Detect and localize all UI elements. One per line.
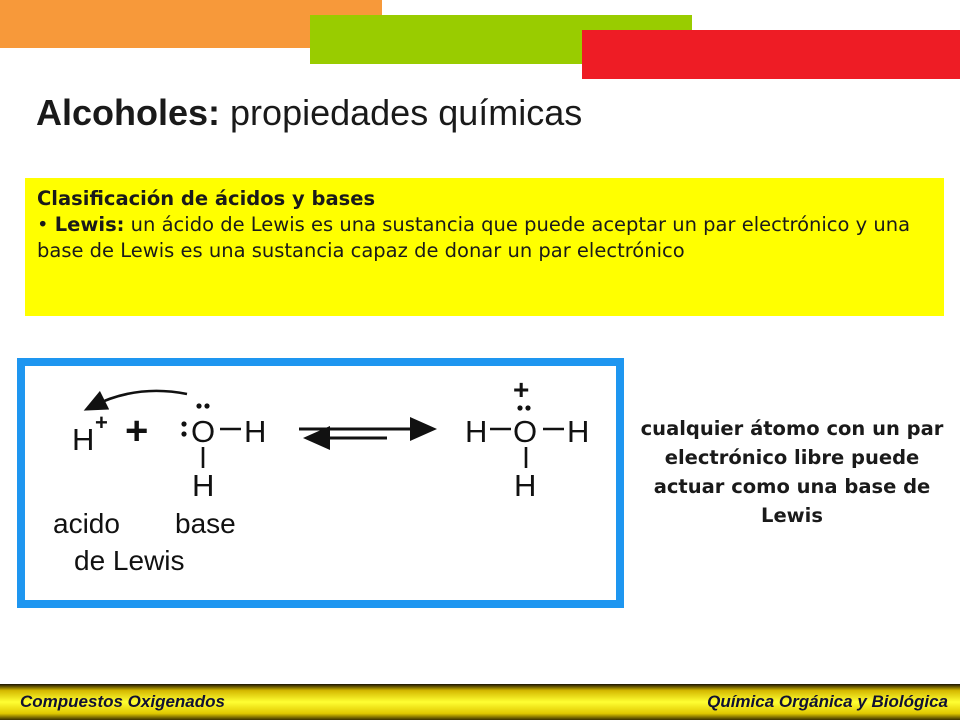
water-oxygen: O [191,414,216,449]
reaction-diagram [17,358,624,608]
slide-title [36,92,582,134]
product-oxygen: O [513,414,538,449]
product-h-right: H [567,414,590,449]
base-label: base [175,508,236,539]
product-h-left: H [465,414,488,449]
product-charge: + [513,374,530,405]
acid-label: acido [53,508,120,539]
lewis-label: de Lewis [74,545,185,576]
water-lone-pair-left [181,421,186,436]
slide-title-bold: Alcoholes: [36,92,221,133]
product-h-bottom: H [514,468,537,503]
curved-arrow-icon [93,391,187,406]
definition-body [37,212,930,264]
definition-text: un ácido de Lewis es una sustancia que puede aceptar un par electrónico y una base de Lewis es una sustancia capaz de donar un par electrónico [37,213,911,262]
definition-box [25,178,944,316]
footer-left-text: Compuestos Oxigenados [20,692,225,711]
product-lone-pair [517,405,530,410]
reactant-charge: + [95,410,108,435]
footer-right-text: Química Orgánica y Biológica [707,692,948,711]
reactant-h: H [72,422,95,457]
definition-heading: Clasificación de ácidos y bases [37,187,376,210]
reaction-svg [17,358,624,608]
bullet-icon: • [37,213,49,236]
definition-lewis-label: Lewis: [54,213,125,236]
slide-title-rest: propiedades químicas [220,92,583,133]
footer-bar [0,684,960,720]
water-h-bottom: H [192,468,215,503]
decor-bar-red [582,30,960,79]
water-h-right: H [244,414,267,449]
water-lone-pair-top [196,403,209,408]
plus-sign: + [125,409,149,453]
side-note: cualquier átomo con un par electrónico libre puede actuar como una base de Lewis [640,417,944,527]
